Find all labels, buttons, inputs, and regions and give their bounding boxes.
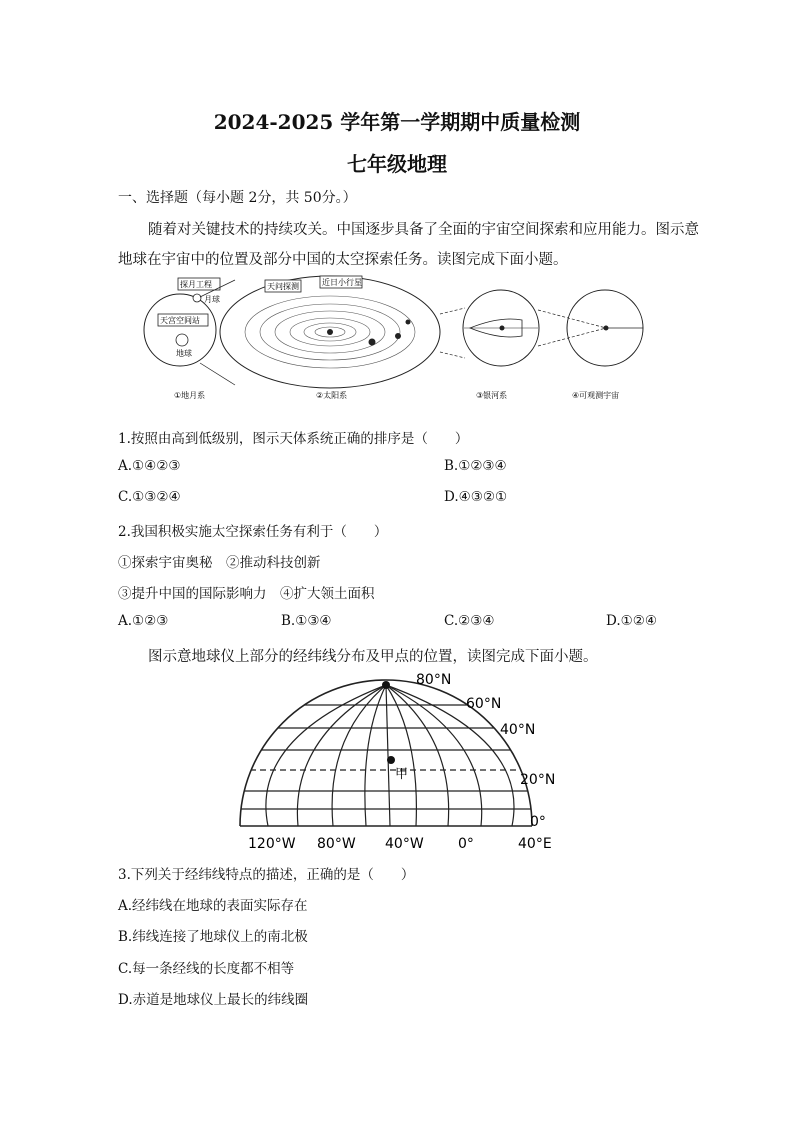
q2-stem: 2.我国积极实施太空探索任务有利于（ ） xyxy=(118,524,388,540)
page-title: 2024-2025 学年第一学期期中质量检测 xyxy=(213,110,581,134)
q2-option-c[interactable]: C.②③④ xyxy=(444,613,495,629)
passage1-line2: 地球在宇宙中的位置及部分中国的太空探索任务。读图完成下面小题。 xyxy=(118,252,568,268)
q3-option-b[interactable]: B.纬线连接了地球仪上的南北极 xyxy=(118,929,308,945)
passage1-line1: 随着对关键技术的持续攻关。中国逐步具备了全面的宇宙空间探索和应用能力。图示意 xyxy=(148,222,699,238)
sun-icon xyxy=(327,329,333,335)
lon-label-80w: 80°W xyxy=(317,836,356,852)
q1-option-d[interactable]: D.④③②① xyxy=(444,489,508,505)
q3-stem: 3.下列关于经纬线特点的描述，正确的是（ ） xyxy=(118,867,415,883)
earth-moon-panel xyxy=(144,278,220,400)
q1-option-c[interactable]: C.①③②④ xyxy=(118,489,181,505)
q2-option-d[interactable]: D.①②④ xyxy=(606,613,657,629)
page-subtitle: 七年级地理 xyxy=(347,152,447,176)
q2-statements-2: ③提升中国的国际影响力 ④扩大领土面积 xyxy=(118,586,375,602)
q1-stem: 1.按照由高到低级别，图示天体系统正确的排序是（ ） xyxy=(118,431,469,447)
earth-moon-caption: ①地月系 xyxy=(174,391,206,400)
tianwen-label: 天问探测 xyxy=(267,282,299,291)
q3-option-a[interactable]: A.经纬线在地球的表面实际存在 xyxy=(118,898,308,914)
q1-option-a[interactable]: A.①④②③ xyxy=(118,458,181,474)
passage2-line1: 图示意地球仪上部分的经纬线分布及甲点的位置，读图完成下面小题。 xyxy=(148,649,598,665)
lunar-program-label: 探月工程 xyxy=(180,280,212,289)
universe-caption: ④可观测宇宙 xyxy=(572,391,620,400)
point-jia-label: 甲 xyxy=(395,767,409,782)
q2-statements-1: ①探索宇宙奥秘 ②推动科技创新 xyxy=(118,555,321,571)
north-pole-point xyxy=(382,681,390,689)
galaxy-caption: ③银河系 xyxy=(476,391,508,400)
section-heading: 一、选择题（每小题 2分，共 50分。） xyxy=(118,190,357,206)
moon-label: 月球 xyxy=(204,295,220,304)
galaxy-panel xyxy=(463,290,539,400)
earth-label: 地球 xyxy=(176,349,192,358)
earth-icon xyxy=(176,334,188,346)
globe-graticule-figure xyxy=(230,668,570,853)
q3-option-c[interactable]: C.每一条经线的长度都不相等 xyxy=(118,961,295,977)
lat-label-80n: 80°N xyxy=(416,672,452,688)
moon-icon xyxy=(193,294,201,302)
observable-universe-panel xyxy=(567,290,643,400)
q2-option-a[interactable]: A.①②③ xyxy=(118,613,169,629)
point-jia xyxy=(387,756,395,764)
lat-label-20n: 20°N xyxy=(520,772,556,788)
cosmic-hierarchy-figure xyxy=(140,270,660,405)
q2-option-b[interactable]: B.①③④ xyxy=(281,613,332,629)
lon-label-0: 0° xyxy=(458,836,474,852)
space-station-label: 天宫空间站 xyxy=(160,316,200,325)
asteroid-label: 近日小行星 xyxy=(322,278,362,287)
solar-system-caption: ②太阳系 xyxy=(316,391,348,400)
solar-system-panel xyxy=(220,276,440,400)
lat-label-40n: 40°N xyxy=(500,722,536,738)
lon-label-120w: 120°W xyxy=(248,836,296,852)
lon-label-40w: 40°W xyxy=(385,836,424,852)
lat-label-0: 0° xyxy=(530,814,546,830)
q3-option-d[interactable]: D.赤道是地球仪上最长的纬线圈 xyxy=(118,992,309,1008)
lat-label-60n: 60°N xyxy=(466,696,502,712)
q1-option-b[interactable]: B.①②③④ xyxy=(444,458,507,474)
lon-label-40e: 40°E xyxy=(518,836,552,852)
